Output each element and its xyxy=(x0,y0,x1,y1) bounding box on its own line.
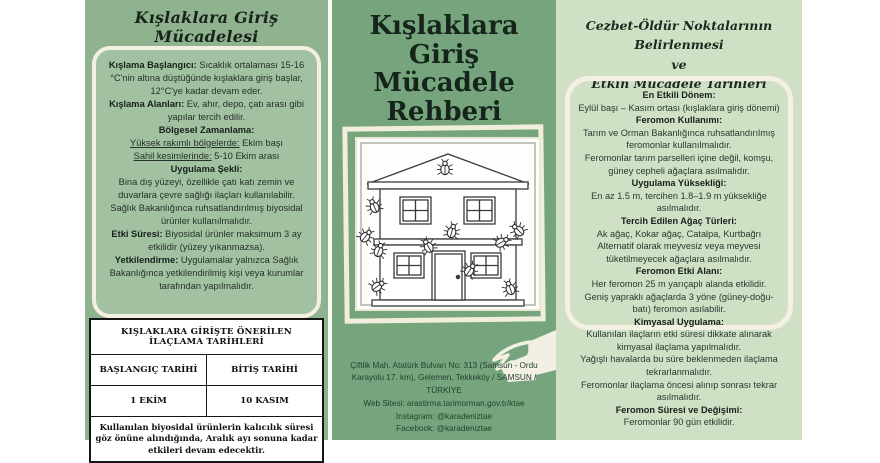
text-line: Feromonlar 90 gün etkilidir. xyxy=(623,417,735,428)
text-line: Bölgesel Zamanlama: xyxy=(158,125,255,136)
text-line: Karayolu 17. km), Gelemen, Tekkeköy / SAMSUN / xyxy=(351,373,537,383)
text-line: Eylül başı – Kasım ortası (kışlaklara giriş dönemi) xyxy=(578,102,780,113)
text-line: Feromon Kullanımı: xyxy=(635,115,723,126)
text-line: Sağlık Bakanlığınca ruhsatlandırılmış biyosidal ürünler kullanılmalıdır. xyxy=(110,203,303,227)
text-line: Etkin Mücadele Tarihleri xyxy=(591,76,767,92)
text-line: En az 1.5 m, tercihen 1.8–1.9 m yüksekliğe asılmalıdır. xyxy=(591,190,767,214)
text-line: Feromon Süresi ve Değişimi: xyxy=(615,404,743,415)
treatment-dates-table xyxy=(89,318,324,463)
table-note: Kullanılan biyosidal ürünlerin kalıcılık süresi göz önüne alındığında, Aralık ayı sonuna kadar etkileri devam edecektir. xyxy=(95,422,318,455)
table-title: KIŞLAKLARA GİRİŞTE ÖNERİLEN İLAÇLAMA TARİHLERİ xyxy=(91,320,322,355)
right-info-card xyxy=(565,76,793,428)
text-line: Alternatif olarak meyvesiz veya meyvesi tüketilmeyecek ağaçlara asılmalıdır. xyxy=(597,241,761,264)
text-line: Uygulama Yüksekliği: xyxy=(631,178,727,189)
table-header-end-date: BİTİŞ TARİHİ xyxy=(206,355,322,385)
left-info-card xyxy=(92,46,321,318)
contact-address-block xyxy=(332,360,556,436)
table-value-end-date: 10 KASIM xyxy=(206,386,322,416)
text-line: Kışlama Alanları: Ev, ahır, depo, çatı arası gibi yapılar tercih edilir. xyxy=(109,99,304,123)
text-line: Yağışlı havalarda bu süre beklenmeden ilaçlama tekrarlanmalıdır. xyxy=(580,354,778,378)
text-line: Feromon Etki Alanı: xyxy=(635,266,723,277)
house-with-bugs-illustration xyxy=(332,118,556,386)
text-line: Web Sitesi: arastirma.tarimorman.gov.tr/ktae xyxy=(363,398,525,408)
text-line: TÜRKİYE xyxy=(426,386,462,396)
text-line: Tercih Edilen Ağaç Türleri: xyxy=(621,215,737,226)
text-line: Kışlaklara xyxy=(369,11,519,41)
text-line: Giriş xyxy=(408,39,480,70)
text-line: Uygulama Şekli: xyxy=(170,164,243,175)
table-header-start-date: BAŞLANGIÇ TARİHİ xyxy=(99,365,198,375)
right-panel xyxy=(556,0,802,440)
text-line: Yetkilendirme: Uygulamalar yalnızca Sağlık Bakanlığınca yetkilendirilmiş kişi veya kurumlar tarafından yapılmalıdır. xyxy=(109,255,304,292)
text-line: Etki Süresi: Biyosidal ürünler maksimum 3 ay etkilidir (yüzey yıkanmazsa). xyxy=(111,229,302,253)
text-line: Bina dış yüzeyi, özellikle çatı katı zemin ve duvarlara çevre sağlığı ilaçları kullanılabilir. xyxy=(118,177,295,201)
text-line: Çiftlik Mah. Atatürk Bulvarı No: 313 (Samsun - Ordu xyxy=(350,360,538,370)
middle-panel xyxy=(332,0,556,440)
text-line: Mücadele xyxy=(373,68,515,99)
text-line: Yüksek rakımlı bölgelerde: Ekim başı xyxy=(130,138,283,149)
text-line: ve xyxy=(671,56,687,72)
table-value-row xyxy=(91,386,322,417)
text-line: Sahil kesimlerinde: 5-10 Ekim arası xyxy=(133,151,280,162)
text-line: Rehberi xyxy=(386,96,502,127)
text-line: Kullanılan ilaçların etki süresi dikkate alınarak kimyasal ilaçlama yapılmalıdır. xyxy=(586,329,772,352)
text-line: Kimyasal Uygulama: xyxy=(634,316,724,327)
text-line: Kışlama Başlangıcı: Sıcaklık ortalaması 15-16 °C'nin altına düştüğünde kışlaklara giriş başlar, 12°C'ye kadar devam eder. xyxy=(108,60,305,97)
table-value-start-date: 1 EKİM xyxy=(130,396,167,406)
left-panel-title: Kışlaklara Giriş Mücadelesi xyxy=(134,8,279,46)
table-header-row xyxy=(91,355,322,386)
text-line: Ak ağaç, Kokar ağaç, Catalpa, Kurtbağrı xyxy=(596,228,762,239)
text-line: Cezbet-Öldür Noktalarının Belirlenmesi xyxy=(585,18,773,53)
text-line: Feromonlar ilaçlama öncesi alınıp sonrası tekrar asılmalıdır. xyxy=(580,379,778,403)
text-line: Facebook: @karadeniztae xyxy=(396,424,492,434)
text-line: Geniş yapraklı ağaçlarda 3 yöne (güney-doğu-batı) feromon asılabilir. xyxy=(584,291,774,315)
text-line: Tarım ve Orman Bakanlığınca ruhsatlandırılmış feromonlar kullanılmalıdır. xyxy=(583,127,775,151)
text-line: Instagram: @karadeniztae xyxy=(395,411,493,421)
left-panel xyxy=(85,0,328,455)
text-line: Her feromon 25 m yarıçaplı alanda etkilidir. xyxy=(591,278,767,289)
main-title xyxy=(332,12,556,126)
text-line: En Etkili Dönem: xyxy=(642,90,716,100)
text-line: Feromonlar tarım parselleri içine değil, komşu, güney cepheli ağaçlara asılmalıdır. xyxy=(584,152,774,176)
